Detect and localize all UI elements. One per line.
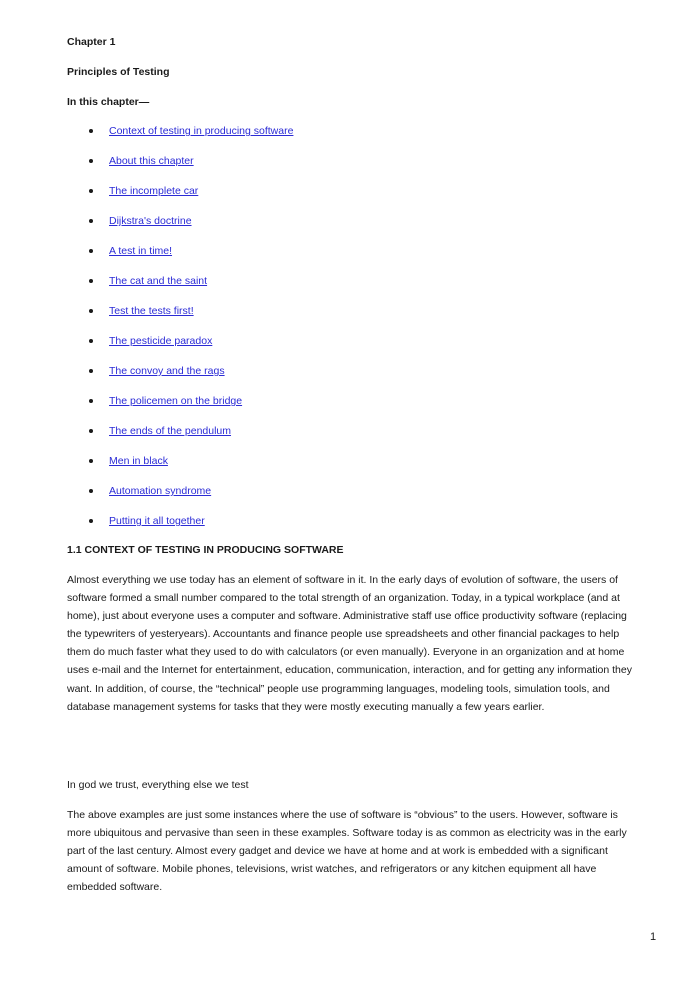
toc-item	[0, 334, 700, 364]
toc-link[interactable]: Dijkstra's doctrine	[109, 215, 192, 227]
chapter-label: Chapter 1	[67, 36, 116, 48]
toc-link[interactable]: The ends of the pendulum	[109, 425, 232, 437]
toc-link[interactable]: The pesticide paradox	[109, 335, 213, 347]
bullet-icon	[89, 519, 93, 523]
bullet-icon	[89, 279, 93, 283]
toc-link[interactable]: Test the tests first!	[109, 305, 194, 317]
body-paragraph: The above examples are just some instances where the use of software is “obvious” to the users. However, software is more ubiquitous and pervasive than seen in these examples. Software today is as common as electricity was in the early part of the last century. Almost every gadget and device we have at home and at work is embedded with a significant amount of software. Mobile phones, televisions, wrist watches, and refrigerators or any kitchen equipment all have embedded software.	[67, 809, 627, 894]
toc-item	[0, 304, 700, 334]
toc-link[interactable]: The incomplete car	[109, 185, 199, 197]
toc-item	[0, 364, 700, 394]
toc-item	[0, 214, 700, 244]
toc-item	[0, 184, 700, 214]
chapter-intro: In this chapter—	[67, 96, 150, 108]
chapter-title: Principles of Testing	[67, 66, 170, 78]
bullet-icon	[89, 249, 93, 253]
toc-item	[0, 514, 700, 544]
toc-item	[0, 454, 700, 484]
chapter-contents-list	[0, 124, 700, 544]
bullet-icon	[89, 309, 93, 313]
toc-item	[0, 424, 700, 454]
toc-link[interactable]: The policemen on the bridge	[109, 395, 243, 407]
bullet-icon	[89, 189, 93, 193]
section-heading: 1.1 CONTEXT OF TESTING IN PRODUCING SOFTWARE	[67, 544, 344, 556]
bullet-icon	[89, 219, 93, 223]
toc-item	[0, 154, 700, 184]
motto-line: In god we trust, everything else we test	[67, 779, 249, 791]
bullet-icon	[89, 399, 93, 403]
toc-link[interactable]: Automation syndrome	[109, 485, 212, 497]
toc-link[interactable]: Men in black	[109, 455, 168, 467]
bullet-icon	[89, 429, 93, 433]
bullet-icon	[89, 369, 93, 373]
toc-link[interactable]: The convoy and the rags	[109, 365, 225, 377]
toc-link[interactable]: The cat and the saint	[109, 275, 208, 287]
bullet-icon	[89, 339, 93, 343]
body-paragraph: Almost everything we use today has an element of software in it. In the early days of evolution of software, the users of software formed a small number compared to the total strength of an organization. Today, in a typical workplace (and at home), just about everyone uses a computer and software. Administrative staff use office productivity software (replacing the typewriters of yesteryears). Accountants and finance people use spreadsheets and other financial packages to help them do much faster what they used to do with calculators (or even manually). Everyone in an organization and at home uses e-mail and the Internet for entertainment, education, communication, interaction, and for getting any information they want. In addition, of course, the “technical” people use programming languages, modeling tools, simulation tools, and database management systems for tasks that they were mostly executing manually a few years earlier.	[67, 574, 632, 713]
toc-item	[0, 484, 700, 514]
toc-item	[0, 124, 700, 154]
toc-link[interactable]: About this chapter	[109, 155, 194, 167]
toc-link[interactable]: Putting it all together	[109, 515, 205, 527]
toc-item	[0, 394, 700, 424]
toc-link[interactable]: A test in time!	[109, 245, 173, 257]
bullet-icon	[89, 129, 93, 133]
toc-item	[0, 244, 700, 274]
bullet-icon	[89, 159, 93, 163]
toc-link[interactable]: Context of testing in producing software	[109, 125, 294, 137]
bullet-icon	[89, 489, 93, 493]
page-number: 1	[650, 931, 657, 943]
toc-item	[0, 274, 700, 304]
bullet-icon	[89, 459, 93, 463]
